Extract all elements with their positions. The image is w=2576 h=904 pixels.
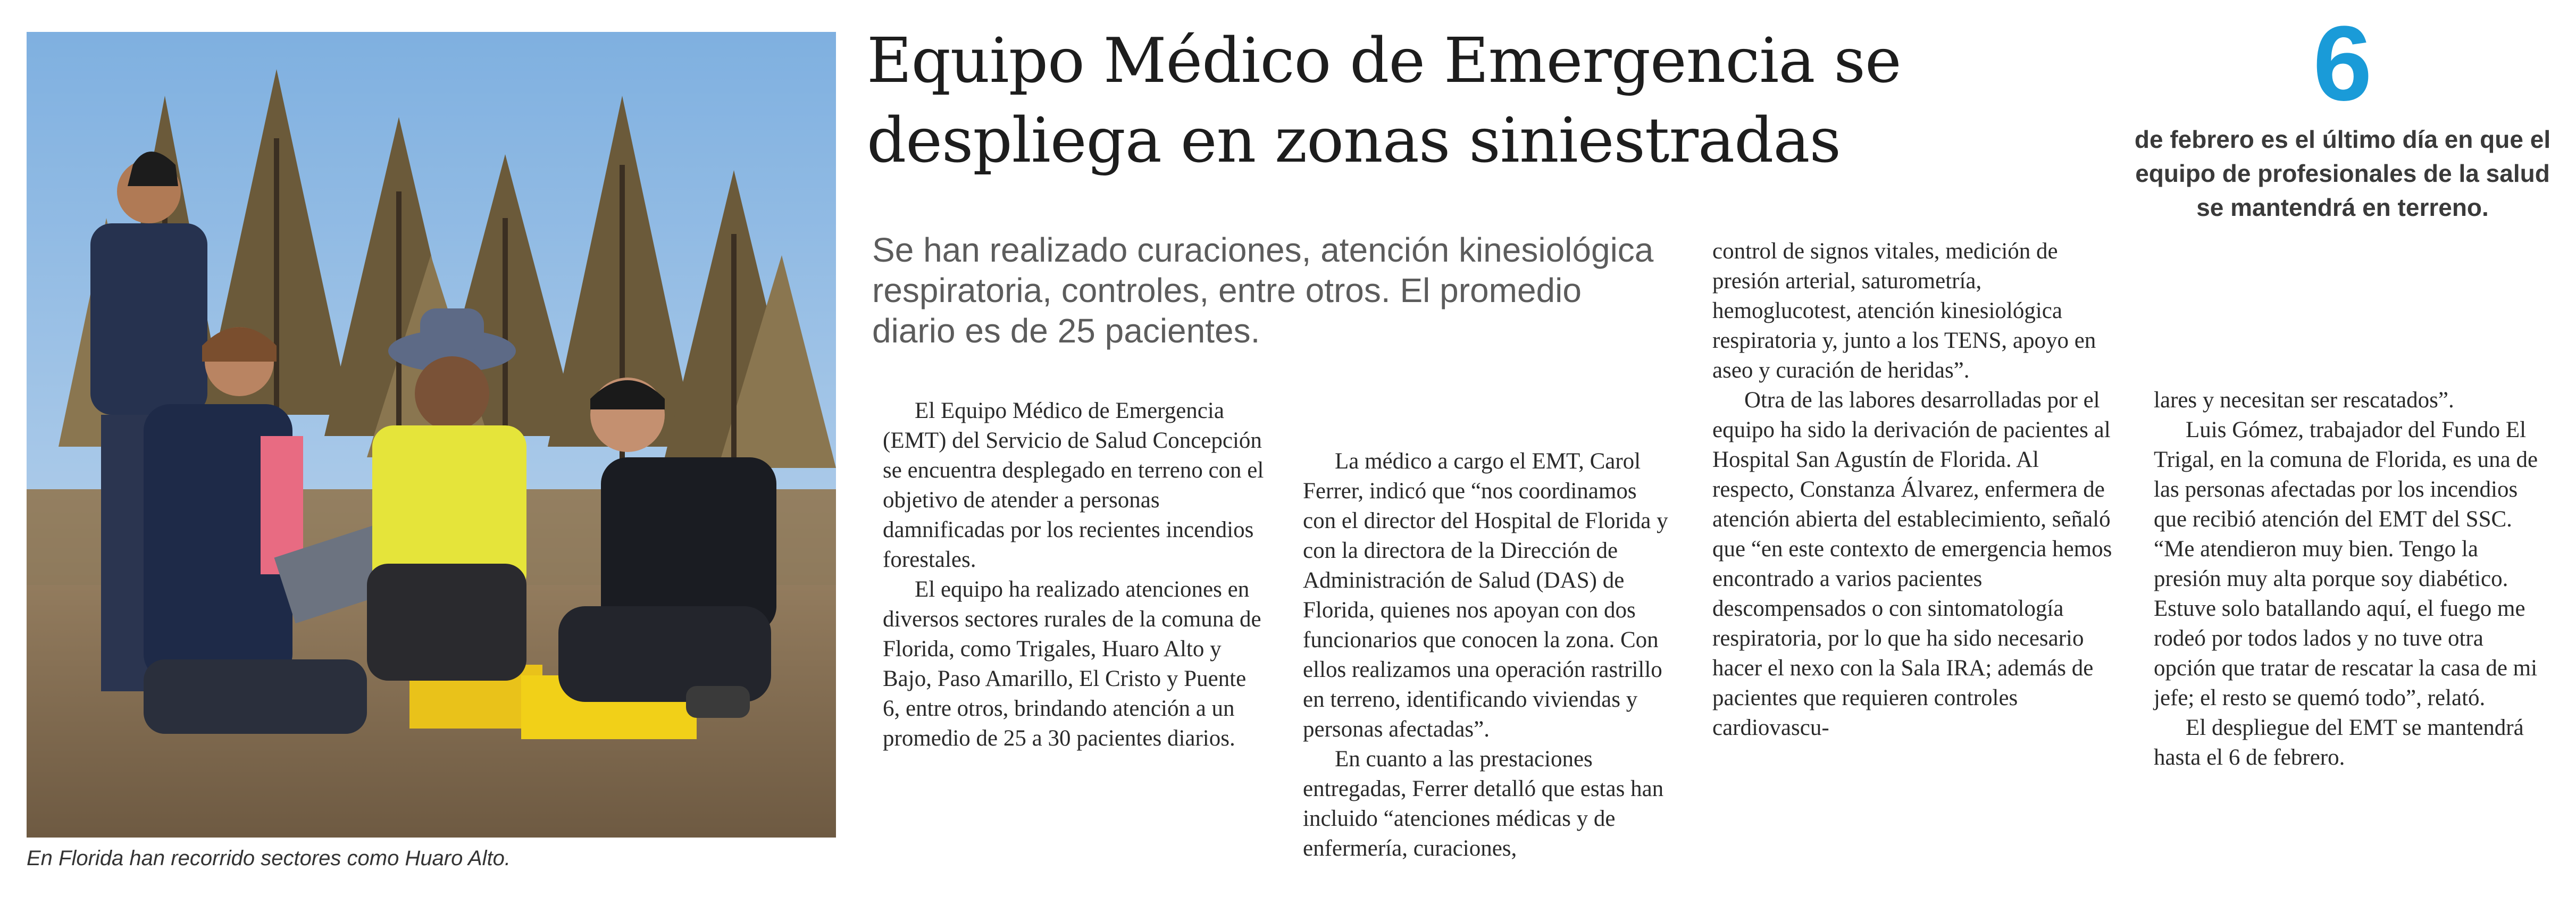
paragraph: lares y necesitan ser rescatados”. [2154,388,2454,413]
text-column-1 [883,396,1266,754]
highlight-text: de febrero es el último día en que el equipo de profesionales de la salud se mantendrá en terreno. [2134,125,2551,221]
text-column-3 [1712,237,2117,743]
paragraph: La médico a cargo el EMT, Carol Ferrer, indicó que “nos coordinamos con el director del Hospital de Florida y con la directora de la Dirección de Administración de Salud (DAS) de Florida, quienes nos apoyan con dos funcionarios que conocen la zona. Con ellos realizamos una operación rastrillo en terreno, identificando viviendas y personas afectadas”. [1303,449,1668,742]
text-column-2 [1303,447,1675,864]
article-deck: Se han realizado curaciones, atención kinesiológica respiratoria, controles, entre otros. El promedio diario es de 25 pacientes. [872,231,1654,350]
paragraph: El equipo ha realizado atenciones en diversos sectores rurales de la comuna de Florida, como Trigales, Huaro Alto y Bajo, Paso Amarillo, El Cristo y Puente 6, entre otros, brindando atención a un promedio de 25 a 30 pacientes diarios. [883,577,1261,751]
paragraph: El despliegue del EMT se mantendrá hasta el 6 de febrero. [2154,715,2524,770]
field-medical-team-photo-icon [27,32,836,838]
article-photo [27,32,836,838]
paragraph: Otra de las labores desarrolladas por el equipo ha sido la derivación de pacientes al Hospital San Agustín de Florida. Al respecto, Constanza Álvarez, enfermera de atención abierta del establecimiento, señaló que “en este contexto de emergencia hemos encontrado a varios pacientes descompensados o con sintomatología respiratoria, por lo que ha sido necesario hacer el nexo con la Sala IRA; además de pacientes que requieren controles cardiovascu- [1712,388,2112,740]
paragraph: control de signos vitales, medición de presión arterial, saturometría, hemoglucotest, atención kinesiológica respiratoria y, junto a los TENS, apoyo en aseo y curación de heridas”. [1712,239,2096,383]
highlight-number: 6 [2313,4,2372,123]
paragraph: Luis Gómez, trabajador del Fundo El Trigal, en la comuna de Florida, es una de las personas afectadas por los incendios que recibió atención del EMT del SSC. “Me atendieron muy bien. Tengo la presión muy alta porque soy diabético. Estuve solo batallando aquí, el fuego me rodeó por todos lados y no tuve otra opción que tratar de rescatar la casa de mi jefe; el resto se quemó todo”, relató. [2154,417,2538,710]
photo-caption: En Florida han recorrido sectores como Huaro Alto. [27,847,511,870]
paragraph: El Equipo Médico de Emergencia (EMT) del Servicio de Salud Concepción se encuentra desplegado en terreno con el objetivo de atender a personas damnificadas por los recientes incendios forestales. [883,398,1264,572]
paragraph: En cuanto a las prestaciones entregadas, Ferrer detalló que estas han incluido “atenciones médicas y de enfermería, curaciones, [1303,747,1664,861]
text-column-4 [2154,386,2547,773]
headline: Equipo Médico de Emergencia se despliega en zonas siniestradas [867,25,1901,177]
